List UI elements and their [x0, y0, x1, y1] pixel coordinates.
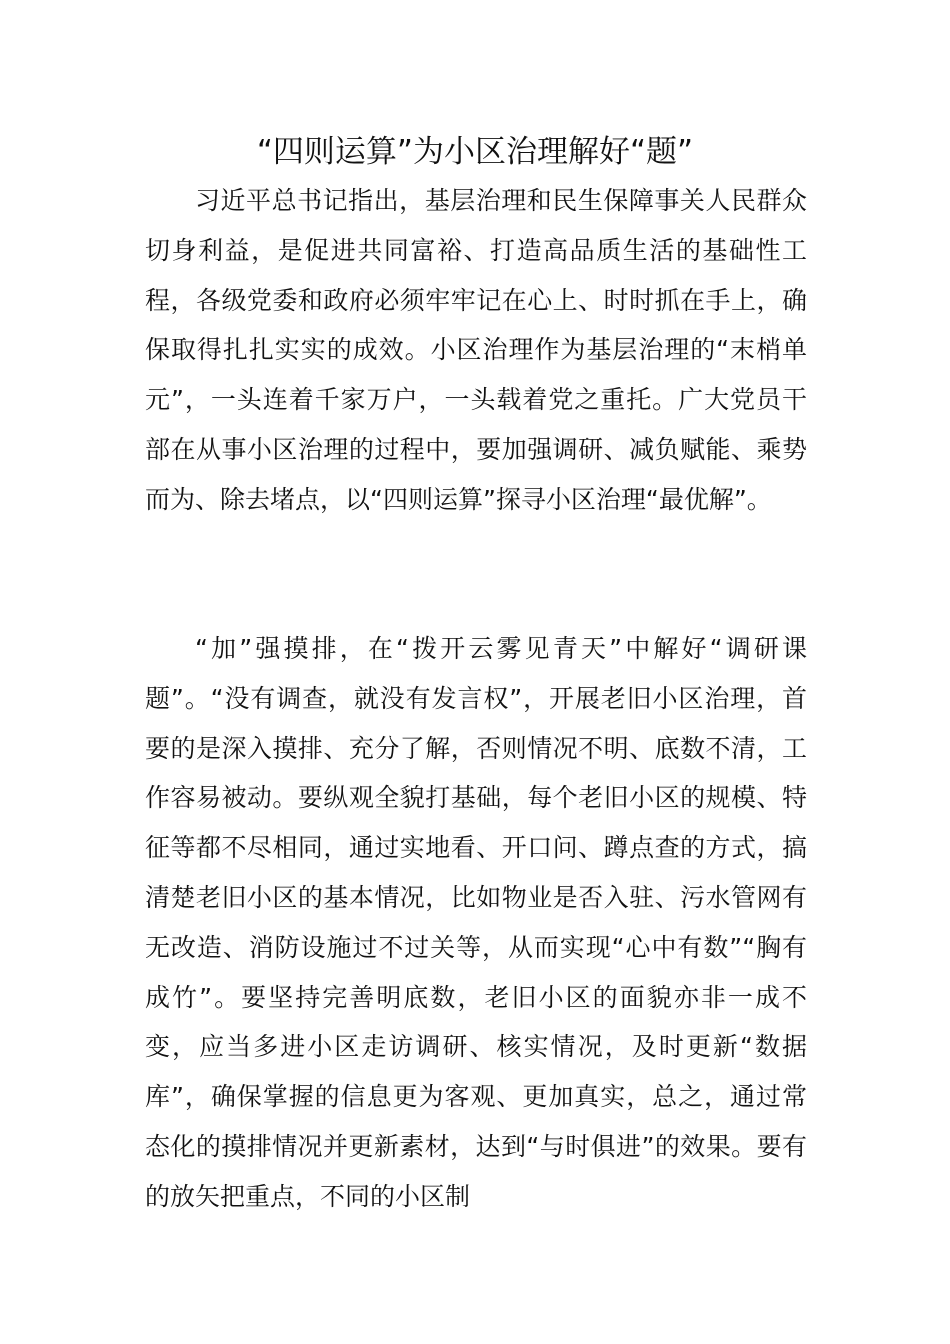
- paragraph-addition: “加”强摸排，在“拨开云雾见青天”中解好“调研课题”。“没有调查，就没有发言权”，开展老旧小区治理，首要的是深入摸排、充分了解，否则情况不明、底数不清，工作容易被动。要纵观全貌打基础，每个老旧小区的规模、特征等都不尽相同，通过实地看、开口问、蹲点查的方式，搞清楚老旧小区的基本情况，比如物业是否入驻、污水管网有无改造、消防设施过不过关等，从而实现“心中有数”“胸有成竹”。要坚持完善明底数，老旧小区的面貌亦非一成不变，应当多进小区走访调研、核实情况，及时更新“数据库”，确保掌握的信息更为客观、更加真实，总之，通过常态化的摸排情况并更新素材，达到“与时俱进”的效果。要有的放矢把重点，不同的小区制: [145, 634, 807, 1211]
- paragraph-intro: 习近平总书记指出，基层治理和民生保障事关人民群众切身利益，是促进共同富裕、打造高品质生活的基础性工程，各级党委和政府必须牢牢记在心上、时时抓在手上，确保取得扎扎实实的成效。小区治理作为基层治理的“末梢单元”，一头连着千家万户，一头载着党之重托。广大党员干部在从事小区治理的过程中，要加强调研、减负赋能、乘势而为、除去堵点，以“四则运算”探寻小区治理“最优解”。: [145, 186, 807, 514]
- document-title: “四则运算”为小区治理解好“题”: [256, 134, 694, 170]
